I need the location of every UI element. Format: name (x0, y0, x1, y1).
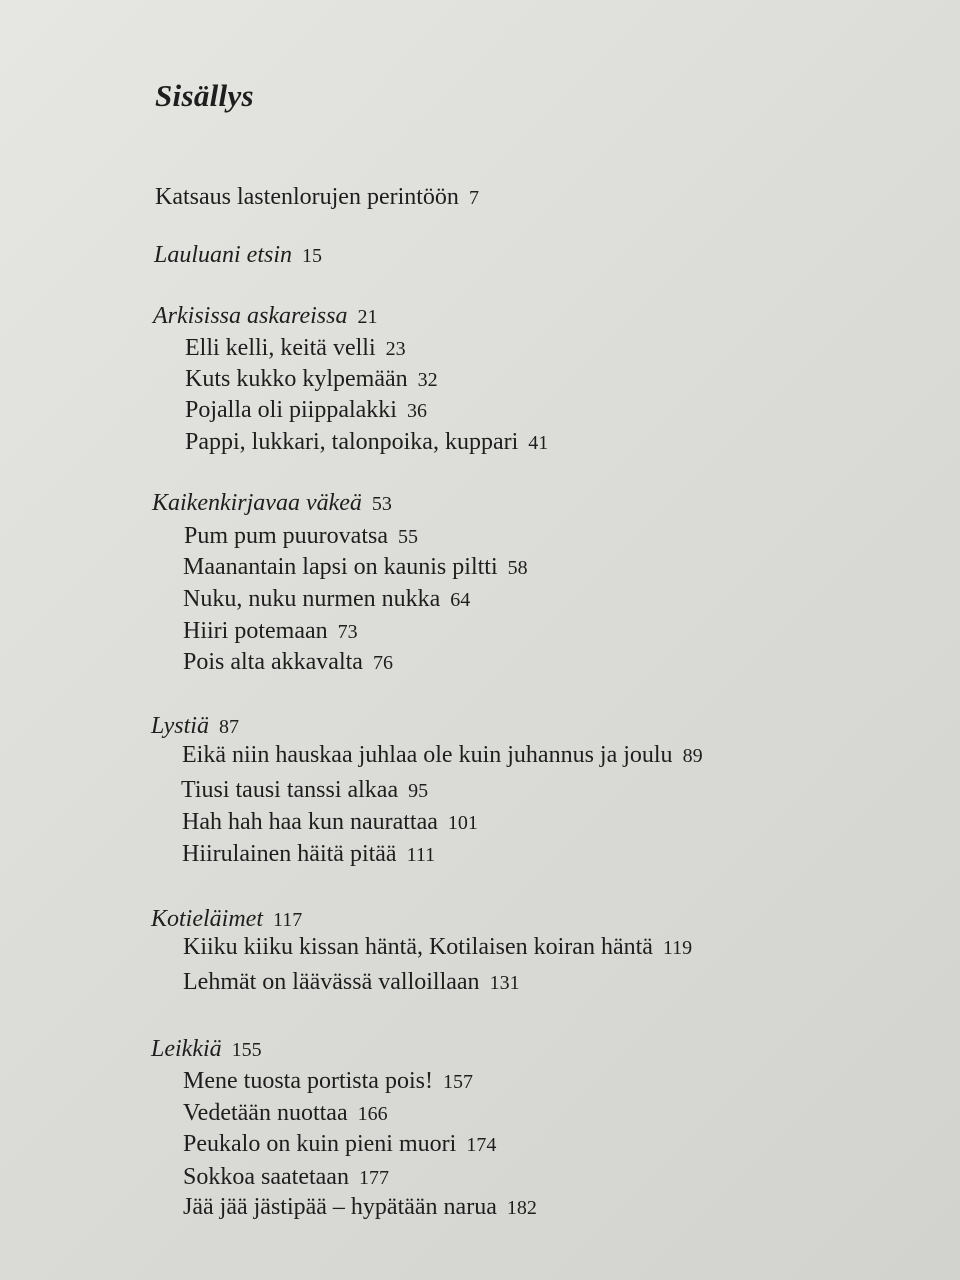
toc-page-number: 119 (662, 937, 693, 959)
toc-page-number: 76 (372, 652, 393, 674)
toc-entry-title: Katsaus lastenlorujen perintöön (155, 184, 459, 210)
toc-entry-title: Pois alta akkavalta (183, 649, 363, 675)
toc-entry (185, 333, 406, 364)
toc-page-number: 21 (357, 306, 378, 328)
toc-page-number: 182 (506, 1197, 537, 1219)
toc-page-number: 73 (337, 621, 358, 643)
toc-entry (183, 616, 358, 647)
toc-page-number: 55 (398, 526, 418, 548)
toc-entry (183, 967, 520, 998)
toc-page-number: 41 (528, 432, 549, 454)
toc-intro (155, 182, 479, 213)
toc-page-number: 157 (442, 1071, 473, 1093)
toc-section-title: Leikkiä (151, 1036, 222, 1062)
toc-entry-title: Vedetään nuottaa (183, 1100, 348, 1126)
toc-entry-title: Pappi, lukkari, talonpoika, kuppari (185, 429, 519, 455)
toc-page-number: 15 (302, 245, 323, 267)
toc-entry-title: Lehmät on läävässä valloillaan (183, 969, 480, 995)
toc-entry (183, 932, 692, 963)
toc-entry (183, 1162, 389, 1193)
toc-entry-title: Hah hah haa kun naurattaa (182, 809, 438, 835)
toc-page-number: 174 (466, 1134, 497, 1156)
toc-page-number: 32 (417, 369, 438, 391)
toc-entry (185, 427, 548, 458)
toc-section-title: Lauluani etsin (154, 242, 293, 268)
page-title: Sisällys (155, 78, 254, 113)
toc-section-title: Kotieläimet (151, 906, 263, 932)
toc-entry (183, 1192, 537, 1223)
toc-entry-title: Sokkoa saatetaan (183, 1164, 349, 1190)
toc-entry (185, 395, 427, 426)
toc-section-heading (154, 240, 322, 271)
toc-entry-title: Pojalla oli piippalakki (185, 397, 397, 423)
toc-section-heading (152, 488, 392, 519)
toc-page-number: 155 (231, 1039, 262, 1061)
toc-page-number: 89 (682, 745, 703, 767)
toc-entry-title: Elli kelli, keitä velli (185, 335, 376, 361)
toc-entry (182, 807, 478, 838)
toc-page-number: 111 (406, 844, 436, 866)
toc-page-number: 64 (450, 589, 471, 611)
toc-page-number: 131 (489, 972, 520, 994)
toc-entry (184, 521, 418, 552)
toc-page-number: 177 (358, 1167, 389, 1189)
toc-entry-title: Hiiri potemaan (183, 618, 328, 644)
toc-section-title: Arkisissa askareissa (153, 303, 348, 329)
toc-page-number: 166 (357, 1103, 388, 1125)
toc-page-number: 36 (406, 400, 427, 422)
toc-entry-title: Nuku, nuku nurmen nukka (183, 586, 441, 612)
toc-section-heading (151, 904, 302, 935)
toc-entry (185, 364, 438, 395)
toc-entry-title: Peukalo on kuin pieni muori (183, 1131, 457, 1157)
toc-entry-title: Pum pum puurovatsa (184, 523, 388, 549)
toc-page-number: 87 (218, 716, 239, 738)
toc-section-heading (153, 301, 377, 332)
toc-entry-title: Eikä niin hauskaa juhlaa ole kuin juhannus ja joulu (182, 742, 673, 768)
toc-entry (181, 775, 428, 806)
toc-entry (183, 1066, 473, 1097)
toc-section-title: Kaikenkirjavaa väkeä (152, 490, 362, 516)
toc-page-number: 101 (447, 812, 478, 834)
toc-entry (182, 839, 435, 870)
toc-page-number: 117 (272, 909, 303, 931)
toc-page-number: 58 (507, 557, 528, 579)
toc-section-heading (151, 1034, 262, 1065)
toc-section-heading (151, 711, 239, 742)
toc-entry-title: Hiirulainen häitä pitää (182, 841, 397, 867)
toc-section-title: Lystiä (151, 713, 209, 739)
toc-page-number: 53 (371, 493, 392, 515)
toc-page-number: 23 (385, 338, 406, 360)
toc-entry (183, 647, 393, 678)
toc-entry-title: Mene tuosta portista pois! (183, 1068, 433, 1094)
toc-entry (183, 552, 528, 583)
toc-entry (182, 740, 703, 771)
toc-entry-title: Jää jää jästipää – hypätään narua (183, 1194, 497, 1220)
toc-entry (183, 1098, 388, 1129)
toc-entry-title: Kuts kukko kylpemään (185, 366, 408, 392)
toc-entry-title: Tiusi tausi tanssi alkaa (181, 777, 399, 803)
toc-page-number: 7 (468, 187, 479, 209)
toc-entry-title: Kiiku kiiku kissan häntä, Kotilaisen koiran häntä (183, 934, 653, 960)
toc-entry (183, 1129, 496, 1160)
toc-entry (183, 584, 470, 615)
toc-page-number: 95 (408, 780, 429, 802)
toc-entry-title: Maanantain lapsi on kaunis piltti (183, 554, 498, 580)
